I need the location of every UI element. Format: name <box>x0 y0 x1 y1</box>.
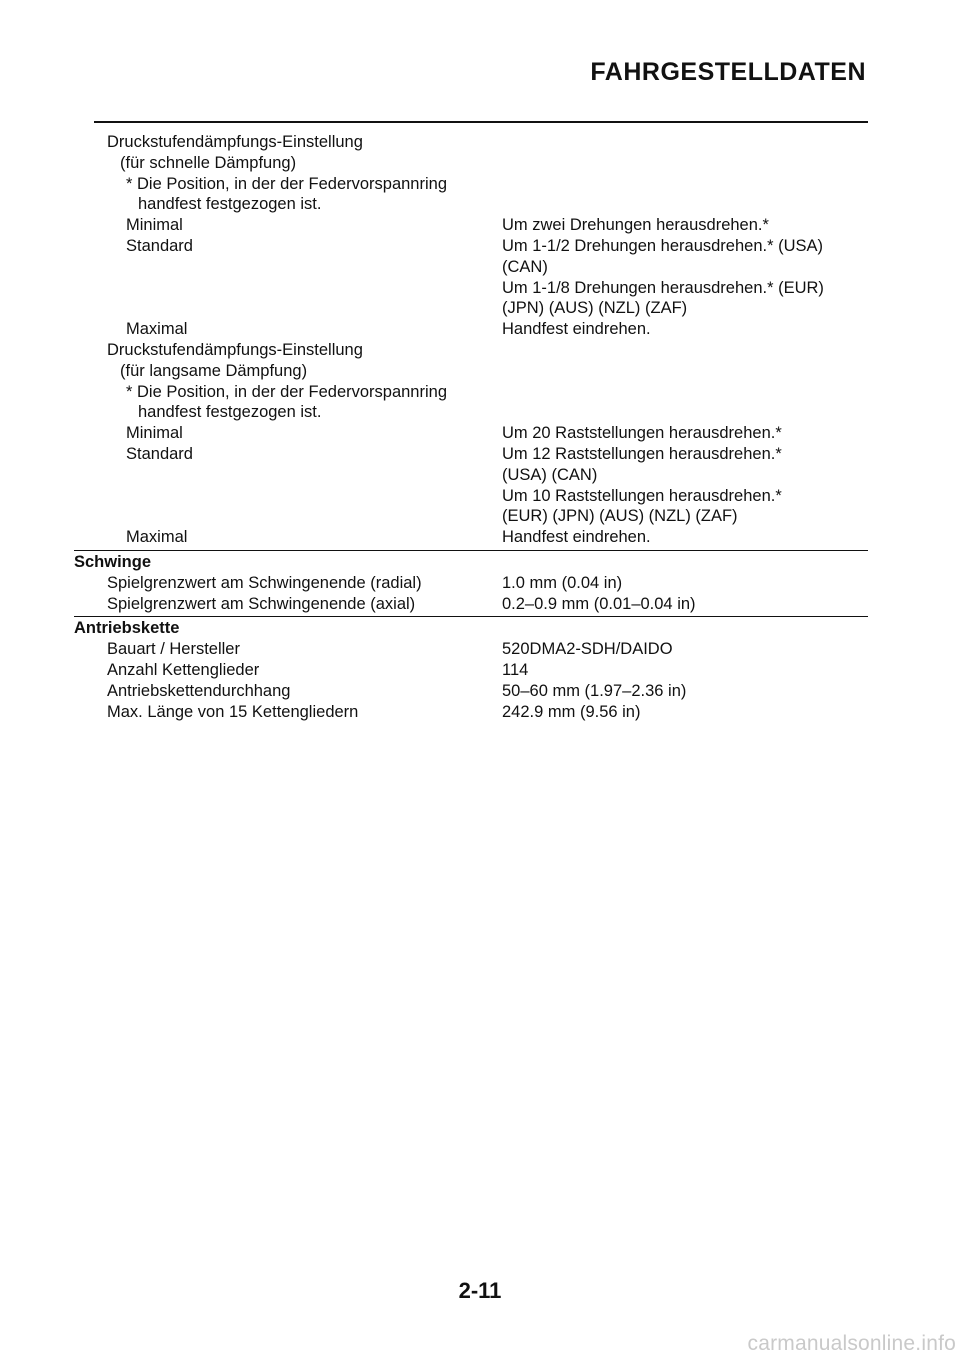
spec-row <box>74 660 868 681</box>
spec-value <box>502 132 868 153</box>
spec-table <box>74 132 868 724</box>
page-number: 2-11 <box>458 1278 502 1303</box>
spec-section <box>74 132 868 550</box>
spec-value <box>502 402 868 423</box>
spec-value: 114 <box>502 660 529 679</box>
spec-value: 520DMA2-SDH/DAIDO <box>502 640 673 659</box>
spec-value: Um 12 Raststellungen herausdrehen.* <box>502 444 782 463</box>
spec-value: (JPN) (AUS) (NZL) (ZAF) <box>502 299 688 318</box>
spec-row <box>74 527 868 548</box>
spec-label: Standard <box>126 236 193 255</box>
spec-row <box>74 639 868 660</box>
spec-row <box>74 594 868 615</box>
header-rule <box>94 121 868 123</box>
spec-row <box>74 573 868 594</box>
spec-value: Um 10 Raststellungen herausdrehen.* <box>502 486 782 505</box>
spec-label: Standard <box>126 444 193 463</box>
spec-value: Handfest eindrehen. <box>502 320 651 339</box>
spec-value <box>502 340 868 361</box>
spec-label <box>74 506 502 527</box>
spec-value: 50–60 mm (1.97–2.36 in) <box>502 681 687 700</box>
spec-row <box>74 319 868 340</box>
spec-row <box>74 153 868 174</box>
spec-row <box>74 257 868 278</box>
spec-row <box>74 236 868 257</box>
spec-label: Druckstufendämpfungs-Einstellung <box>107 340 363 359</box>
spec-row <box>74 506 868 527</box>
spec-row <box>74 702 868 723</box>
spec-label: Spielgrenzwert am Schwingenende (axial) <box>107 594 416 613</box>
spec-value: Handfest eindrehen. <box>502 528 651 547</box>
spec-value: Um 1-1/2 Drehungen herausdrehen.* (USA) <box>502 236 824 255</box>
spec-row <box>74 361 868 382</box>
spec-row <box>74 486 868 507</box>
spec-value: (EUR) (JPN) (AUS) (NZL) (ZAF) <box>502 507 738 526</box>
spec-label <box>74 465 502 486</box>
spec-row <box>74 215 868 236</box>
spec-row <box>74 402 868 423</box>
spec-label: * Die Position, in der der Federvorspannring <box>126 174 448 193</box>
spec-label <box>74 278 502 299</box>
section-heading: Schwinge <box>74 552 152 571</box>
spec-value: 242.9 mm (9.56 in) <box>502 702 641 721</box>
spec-value <box>502 153 868 174</box>
spec-label: Druckstufendämpfungs-Einstellung <box>107 133 363 151</box>
spec-row <box>74 194 868 215</box>
spec-label: handfest festgezogen ist. <box>138 403 322 422</box>
spec-row <box>74 465 868 486</box>
spec-row <box>74 423 868 444</box>
spec-label <box>74 298 502 319</box>
spec-row <box>74 340 868 361</box>
spec-value <box>502 361 868 382</box>
page-title: FAHRGESTELLDATEN <box>590 58 866 86</box>
spec-label: Max. Länge von 15 Kettengliedern <box>107 702 359 721</box>
spec-label <box>74 257 502 278</box>
spec-label: * Die Position, in der der Federvorspannring <box>126 382 448 401</box>
spec-value: 1.0 mm (0.04 in) <box>502 573 623 592</box>
spec-value: (USA) (CAN) <box>502 465 598 484</box>
spec-value: Um 1-1/8 Drehungen herausdrehen.* (EUR) <box>502 278 824 297</box>
spec-value: Um zwei Drehungen herausdrehen.* <box>502 216 769 235</box>
section-heading: Antriebskette <box>74 619 180 638</box>
spec-label <box>74 486 502 507</box>
spec-row <box>74 278 868 299</box>
spec-label: Antriebskettendurchhang <box>107 681 291 700</box>
spec-value: 0.2–0.9 mm (0.01–0.04 in) <box>502 594 696 613</box>
spec-value <box>502 174 868 195</box>
spec-label: Spielgrenzwert am Schwingenende (radial) <box>107 573 422 592</box>
spec-row <box>74 132 868 153</box>
spec-label: (für schnelle Dämpfung) <box>120 153 297 172</box>
spec-section <box>74 616 868 724</box>
spec-label: Maximal <box>126 528 188 547</box>
spec-row <box>74 444 868 465</box>
watermark: carmanualsonline.info <box>747 1332 956 1355</box>
spec-row <box>74 174 868 195</box>
spec-label: Bauart / Hersteller <box>107 640 240 659</box>
spec-label: Minimal <box>126 424 183 443</box>
spec-row <box>74 382 868 403</box>
spec-row <box>74 298 868 319</box>
spec-label: Anzahl Kettenglieder <box>107 660 260 679</box>
spec-label: Maximal <box>126 320 188 339</box>
spec-label: (für langsame Dämpfung) <box>120 361 308 380</box>
spec-value <box>502 382 868 403</box>
spec-row <box>74 681 868 702</box>
spec-label: handfest festgezogen ist. <box>138 195 322 214</box>
spec-section <box>74 550 868 616</box>
spec-value: Um 20 Raststellungen herausdrehen.* <box>502 424 782 443</box>
spec-label: Minimal <box>126 216 183 235</box>
spec-value <box>502 194 868 215</box>
spec-value: (CAN) <box>502 257 548 276</box>
